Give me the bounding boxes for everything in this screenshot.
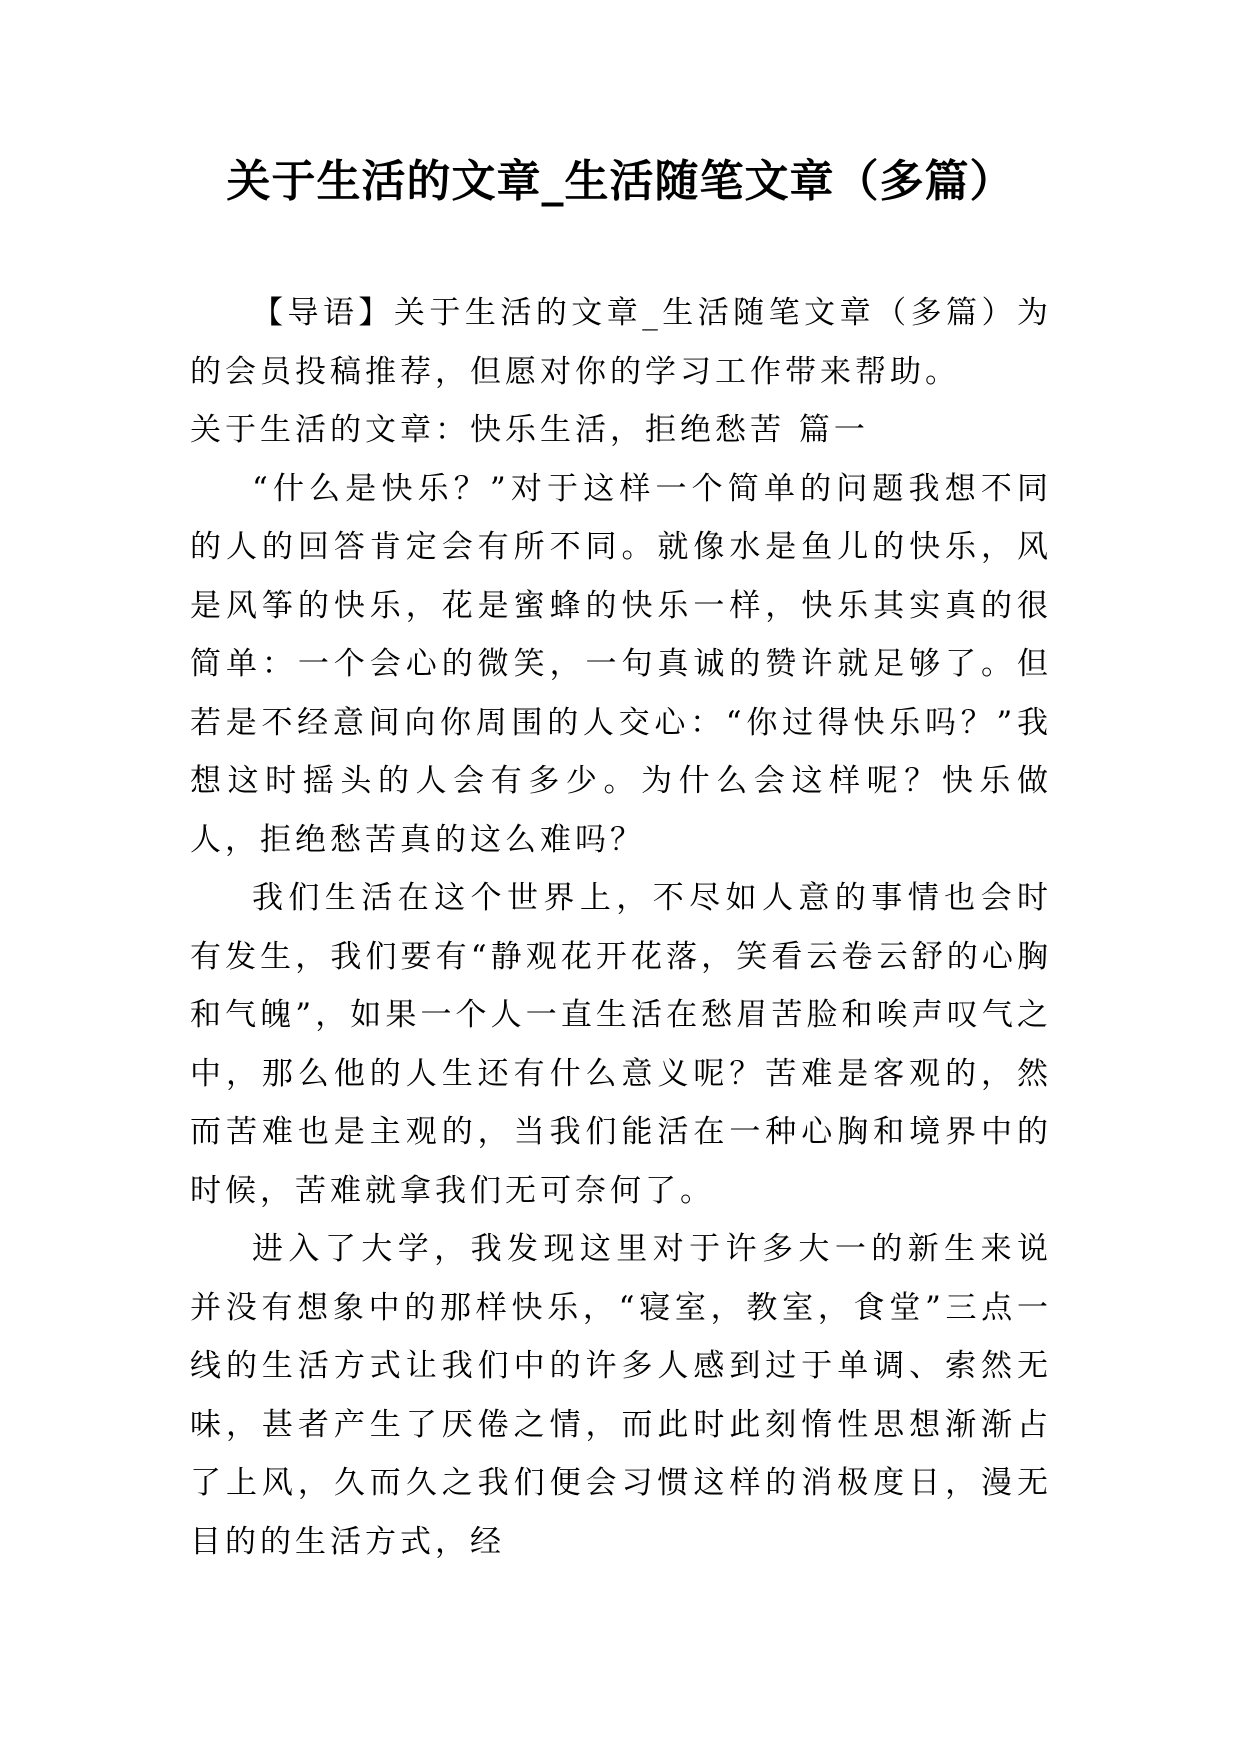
document-title: 关于生活的文章_生活随笔文章（多篇） bbox=[226, 156, 1015, 207]
section-heading: 关于生活的文章：快乐生活，拒绝愁苦 篇一 bbox=[190, 412, 869, 448]
body-paragraph-3: 进入了大学，我发现这里对于许多大一的新生来说并没有想象中的那样快乐，“寝室，教室，食堂”三点一线的生活方式让我们中的许多人感到过于单调、索然无味，甚者产生了厌倦之情，而此时此刻惰性思想渐渐占了上风，久而久之我们便会习惯这样的消极度日，漫无目的的生活方式，经 bbox=[190, 1231, 1052, 1560]
document-body bbox=[190, 284, 1052, 1571]
body-paragraph-2: 我们生活在这个世界上，不尽如人意的事情也会时有发生，我们要有“静观花开花落，笑看云卷云舒的心胸和气魄”，如果一个人一直生活在愁眉苦脸和唉声叹气之中，那么他的人生还有什么意义呢？苦难是客观的，然而苦难也是主观的，当我们能活在一种心胸和境界中的时候，苦难就拿我们无可奈何了。 bbox=[190, 880, 1052, 1209]
intro-paragraph: 【导语】关于生活的文章_生活随笔文章（多篇）为的会员投稿推荐，但愿对你的学习工作带来帮助。 bbox=[190, 295, 1052, 390]
body-paragraph-1: “什么是快乐？”对于这样一个简单的问题我想不同的人的回答肯定会有所不同。就像水是鱼儿的快乐，风是风筝的快乐，花是蜜蜂的快乐一样，快乐其实真的很简单：一个会心的微笑，一句真诚的赞许就足够了。但若是不经意间向你周围的人交心：“你过得快乐吗？”我想这时摇头的人会有多少。为什么会这样呢？快乐做人，拒绝愁苦真的这么难吗？ bbox=[190, 470, 1052, 858]
